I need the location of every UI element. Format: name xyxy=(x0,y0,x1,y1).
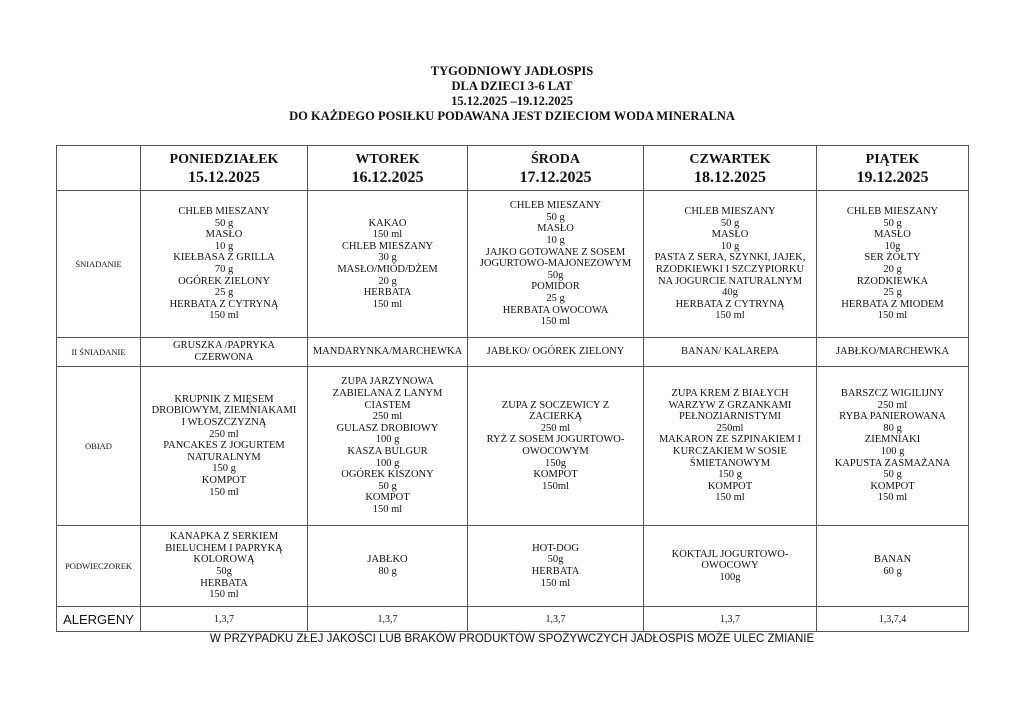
menu-line: PEŁNOZIARNISTYMI xyxy=(678,411,782,423)
menu-line: 150 ml xyxy=(372,298,403,310)
menu-line: HERBATA xyxy=(200,577,248,589)
menu-cell xyxy=(141,191,308,338)
menu-line: JOGURTOWO-MAJONEZOWYM xyxy=(479,258,632,270)
menu-line: JABŁKO xyxy=(367,554,408,566)
menu-line: 150 ml xyxy=(715,492,745,504)
menu-line: 150 ml xyxy=(540,316,571,328)
menu-line: 250 ml xyxy=(209,428,239,440)
menu-line: JABŁKO/ OGÓREK ZIELONY xyxy=(486,346,625,358)
meal-row-breakfast xyxy=(57,191,969,338)
day-date: 15.12.2025 xyxy=(188,169,260,186)
meal-row-second-breakfast xyxy=(57,338,969,367)
menu-cell xyxy=(468,367,644,526)
menu-line: 10 g xyxy=(214,240,234,252)
menu-cell xyxy=(468,338,644,367)
menu-line: KOMPOT xyxy=(707,480,753,492)
menu-line: ZUPA Z SOCZEWICY Z xyxy=(501,399,610,411)
menu-line: 10g xyxy=(884,240,901,252)
allergens-value: 1,3,7 xyxy=(308,607,468,632)
menu-line: NATURALNYM xyxy=(187,451,261,463)
menu-line: 70 g xyxy=(214,264,234,275)
day-date: 16.12.2025 xyxy=(351,169,424,186)
meal-label: OBIAD xyxy=(57,367,141,526)
menu-line: 100 g xyxy=(880,446,905,457)
menu-line: CHLEB MIESZANY xyxy=(509,200,602,212)
menu-line: ŚMIETANOWYM xyxy=(689,457,771,469)
menu-line: CHLEB MIESZANY xyxy=(178,206,270,218)
menu-line: I WŁOSZCZYZNĄ xyxy=(181,417,267,429)
footer-note: W PRZYPADKU ZŁEJ JAKOŚCI LUB BRAKÓW PRODUKTÓW SPOŻYWCZYCH JADŁOSPIS MOŻE ULEC ZMIANIE xyxy=(209,633,815,645)
menu-line: 50g xyxy=(547,554,564,566)
menu-line: 10 g xyxy=(546,235,565,247)
menu-line: WARZYW Z GRZANKAMI xyxy=(668,399,792,411)
day-header-tue xyxy=(308,146,468,191)
menu-line: MAKARON ZE SZPINAKIEM I xyxy=(658,434,802,446)
menu-line: KASZA BULGUR xyxy=(347,446,428,457)
menu-line: KURCZAKIEM W SOSIE xyxy=(673,446,787,457)
menu-line: OGÓREK KISZONY xyxy=(341,469,434,481)
menu-line: JABŁKO/MARCHEWKA xyxy=(835,346,950,358)
menu-cell xyxy=(308,338,468,367)
menu-line: KOLOROWĄ xyxy=(193,554,255,566)
day-name: PIĄTEK xyxy=(865,152,920,167)
menu-cell xyxy=(308,526,468,607)
allergens-value: 1,3,7 xyxy=(141,607,308,632)
menu-line: 10 g xyxy=(720,240,740,252)
menu-line: 150 ml xyxy=(877,492,908,504)
menu-line: CHLEB MIESZANY xyxy=(846,206,939,218)
menu-line: 150 ml xyxy=(209,486,239,498)
menu-line: KOMPOT xyxy=(365,492,410,504)
menu-line: 150g xyxy=(545,457,566,469)
menu-cell xyxy=(644,526,817,607)
menu-line: BANAN xyxy=(873,554,912,566)
menu-cell xyxy=(141,367,308,526)
day-name: WTOREK xyxy=(355,152,420,167)
menu-line: RYBA PANIEROWANA xyxy=(839,411,946,423)
menu-line: 60 g xyxy=(883,566,902,577)
menu-line: KRUPNIK Z MIĘSEM xyxy=(174,393,274,405)
menu-line: MASŁO xyxy=(874,229,911,241)
menu-line: MASŁO xyxy=(711,229,749,241)
menu-cell xyxy=(817,191,969,338)
menu-line: 50 g xyxy=(378,480,397,492)
menu-line: 20 g xyxy=(378,275,397,287)
menu-line: 150 g xyxy=(212,463,236,475)
menu-line: 80 g xyxy=(378,566,397,577)
menu-line: 150 ml xyxy=(715,310,745,322)
menu-line: 150 ml xyxy=(877,310,908,322)
menu-line: 250ml xyxy=(716,422,744,434)
menu-cell xyxy=(644,338,817,367)
menu-line: POMIDOR xyxy=(531,281,580,293)
menu-line: OWOCOWYM xyxy=(522,446,589,457)
day-header-fri xyxy=(817,146,969,191)
allergens-value: 1,3,7,4 xyxy=(817,607,969,632)
day-date: 19.12.2025 xyxy=(856,169,929,186)
header-water-note: DO KAŻDEGO POSIŁKU PODAWANA JEST DZIECIOM WODA MINERALNA xyxy=(289,109,735,123)
allergens-row xyxy=(57,607,969,632)
menu-line: 150 ml xyxy=(372,229,403,241)
day-header-row xyxy=(57,146,969,191)
day-date: 18.12.2025 xyxy=(694,169,766,186)
menu-line: NA JOGURCIE NATURALNYM xyxy=(657,275,803,287)
menu-line: ZACIERKĄ xyxy=(528,411,583,423)
menu-cell xyxy=(644,191,817,338)
menu-line: ZUPA KREM Z BIAŁYCH xyxy=(671,388,789,400)
menu-line: HOT-DOG xyxy=(532,542,579,554)
day-header-thu xyxy=(644,146,817,191)
menu-line: SER ŻÓŁTY xyxy=(864,252,921,264)
day-header-wed xyxy=(468,146,644,191)
day-header-mon xyxy=(141,146,308,191)
menu-line: HERBATA Z CYTRYNĄ xyxy=(169,298,279,310)
menu-line: MASŁO xyxy=(537,223,574,235)
menu-line: 50 g xyxy=(214,217,234,229)
menu-line: 20 g xyxy=(883,264,902,275)
day-name: CZWARTEK xyxy=(689,152,771,167)
menu-line: DROBIOWYM, ZIEMNIAKAMI xyxy=(151,405,297,417)
menu-line: CIASTEM xyxy=(364,399,411,411)
menu-line: 250 ml xyxy=(540,422,571,434)
menu-line: 100 g xyxy=(375,434,400,446)
menu-line: 250 ml xyxy=(877,399,908,411)
menu-line: KOMPOT xyxy=(201,474,247,486)
menu-line: PASTA Z SERA, SZYNKI, JAJEK, xyxy=(654,252,806,264)
meal-label: II ŚNIADANIE xyxy=(57,338,141,367)
day-name: ŚRODA xyxy=(530,152,580,167)
header-date-range: 15.12.2025 –19.12.2025 xyxy=(451,94,573,108)
menu-line: 50 g xyxy=(883,469,902,481)
menu-line: KAPUSTA ZASMAŻANA xyxy=(834,457,951,469)
menu-line: CZERWONA xyxy=(194,352,254,363)
menu-cell xyxy=(468,191,644,338)
menu-line: MASŁO/MIÓD/DŻEM xyxy=(337,264,438,275)
menu-line: 150 g xyxy=(718,469,742,481)
menu-line: 50 g xyxy=(546,211,565,223)
menu-line: ZABIELANA Z LANYM xyxy=(332,388,443,400)
menu-line: PANCAKES Z JOGURTEM xyxy=(163,440,285,452)
menu-line: RZODKIEWKI I SZCZYPIORKU xyxy=(655,264,805,275)
menu-line: 50 g xyxy=(720,217,740,229)
menu-line: HERBATA OWOCOWA xyxy=(502,304,609,316)
menu-line: 250 ml xyxy=(372,411,403,423)
menu-line: 100 g xyxy=(375,457,400,469)
menu-table xyxy=(56,145,969,632)
menu-line: 50g xyxy=(216,566,232,577)
menu-line: ZIEMNIAKI xyxy=(864,434,921,446)
menu-line: 80 g xyxy=(883,422,902,434)
menu-line: KOMPOT xyxy=(533,469,578,481)
menu-line: CHLEB MIESZANY xyxy=(341,240,434,252)
menu-line: 150 ml xyxy=(540,577,571,589)
menu-line: HERBATA xyxy=(363,287,412,299)
menu-line: ZUPA JARZYNOWA xyxy=(341,376,434,388)
header-age-group: DLA DZIECI 3-6 LAT xyxy=(451,79,573,93)
meal-row-lunch xyxy=(57,367,969,526)
menu-line: KAKAO xyxy=(368,217,407,229)
menu-line: HERBATA Z MIODEM xyxy=(841,298,944,310)
meal-label: PODWIECZOREK xyxy=(57,526,141,607)
menu-line: MASŁO xyxy=(205,229,243,241)
menu-cell xyxy=(308,191,468,338)
menu-line: 50g xyxy=(547,269,564,281)
allergens-label: ALERGENY xyxy=(57,607,141,632)
day-name: PONIEDZIAŁEK xyxy=(169,152,279,167)
menu-cell xyxy=(817,367,969,526)
menu-line: HERBATA Z CYTRYNĄ xyxy=(675,298,785,310)
menu-line: MANDARYNKA/MARCHEWKA xyxy=(312,346,463,358)
menu-line: 150 ml xyxy=(209,589,239,601)
menu-line: 100g xyxy=(719,571,741,583)
menu-line: KANAPKA Z SERKIEM xyxy=(169,531,279,543)
menu-cell xyxy=(817,338,969,367)
menu-header xyxy=(0,64,1024,124)
menu-line: 150 ml xyxy=(209,310,239,322)
menu-cell xyxy=(141,338,308,367)
menu-line: BANAN/ KALAREPA xyxy=(681,346,779,358)
menu-line: HERBATA xyxy=(531,566,580,577)
menu-line: 25 g xyxy=(214,287,234,299)
menu-line: GULASZ DROBIOWY xyxy=(336,422,439,434)
menu-line: OGÓREK ZIELONY xyxy=(178,275,270,287)
header-title: TYGODNIOWY JADŁOSPIS xyxy=(430,64,594,78)
day-date: 17.12.2025 xyxy=(519,169,592,186)
menu-line: 30 g xyxy=(378,252,397,264)
menu-cell xyxy=(817,526,969,607)
menu-cell xyxy=(141,526,308,607)
menu-cell xyxy=(644,367,817,526)
meal-label: ŚNIADANIE xyxy=(57,191,141,338)
menu-line: KOMPOT xyxy=(870,480,915,492)
menu-line: RZODKIEWKA xyxy=(856,275,929,287)
menu-cell xyxy=(308,367,468,526)
menu-line: 25 g xyxy=(546,292,565,304)
menu-line: 150ml xyxy=(542,480,569,492)
menu-line: KOKTAJL JOGURTOWO- xyxy=(671,548,789,560)
menu-line: OWOCOWY xyxy=(701,560,759,572)
meal-row-afternoon-snack xyxy=(57,526,969,607)
allergens-value: 1,3,7 xyxy=(468,607,644,632)
menu-line: CHLEB MIESZANY xyxy=(684,206,776,218)
menu-line: 150 ml xyxy=(372,503,403,515)
menu-line: 25 g xyxy=(883,287,902,299)
menu-line: 50 g xyxy=(883,217,902,229)
menu-cell xyxy=(468,526,644,607)
allergens-value: 1,3,7 xyxy=(644,607,817,632)
menu-line: KIEŁBASA Z GRILLA xyxy=(173,252,275,264)
menu-line: 40g xyxy=(722,287,738,299)
menu-line: BIELUCHEM I PAPRYKĄ xyxy=(165,542,283,554)
menu-line: JAJKO GOTOWANE Z SOSEM xyxy=(485,246,626,258)
corner-cell xyxy=(57,146,141,191)
menu-line: RYŻ Z SOSEM JOGURTOWO- xyxy=(486,434,625,446)
menu-line: BARSZCZ WIGILIJNY xyxy=(840,388,945,400)
menu-line: GRUSZKA /PAPRYKA xyxy=(172,340,276,352)
